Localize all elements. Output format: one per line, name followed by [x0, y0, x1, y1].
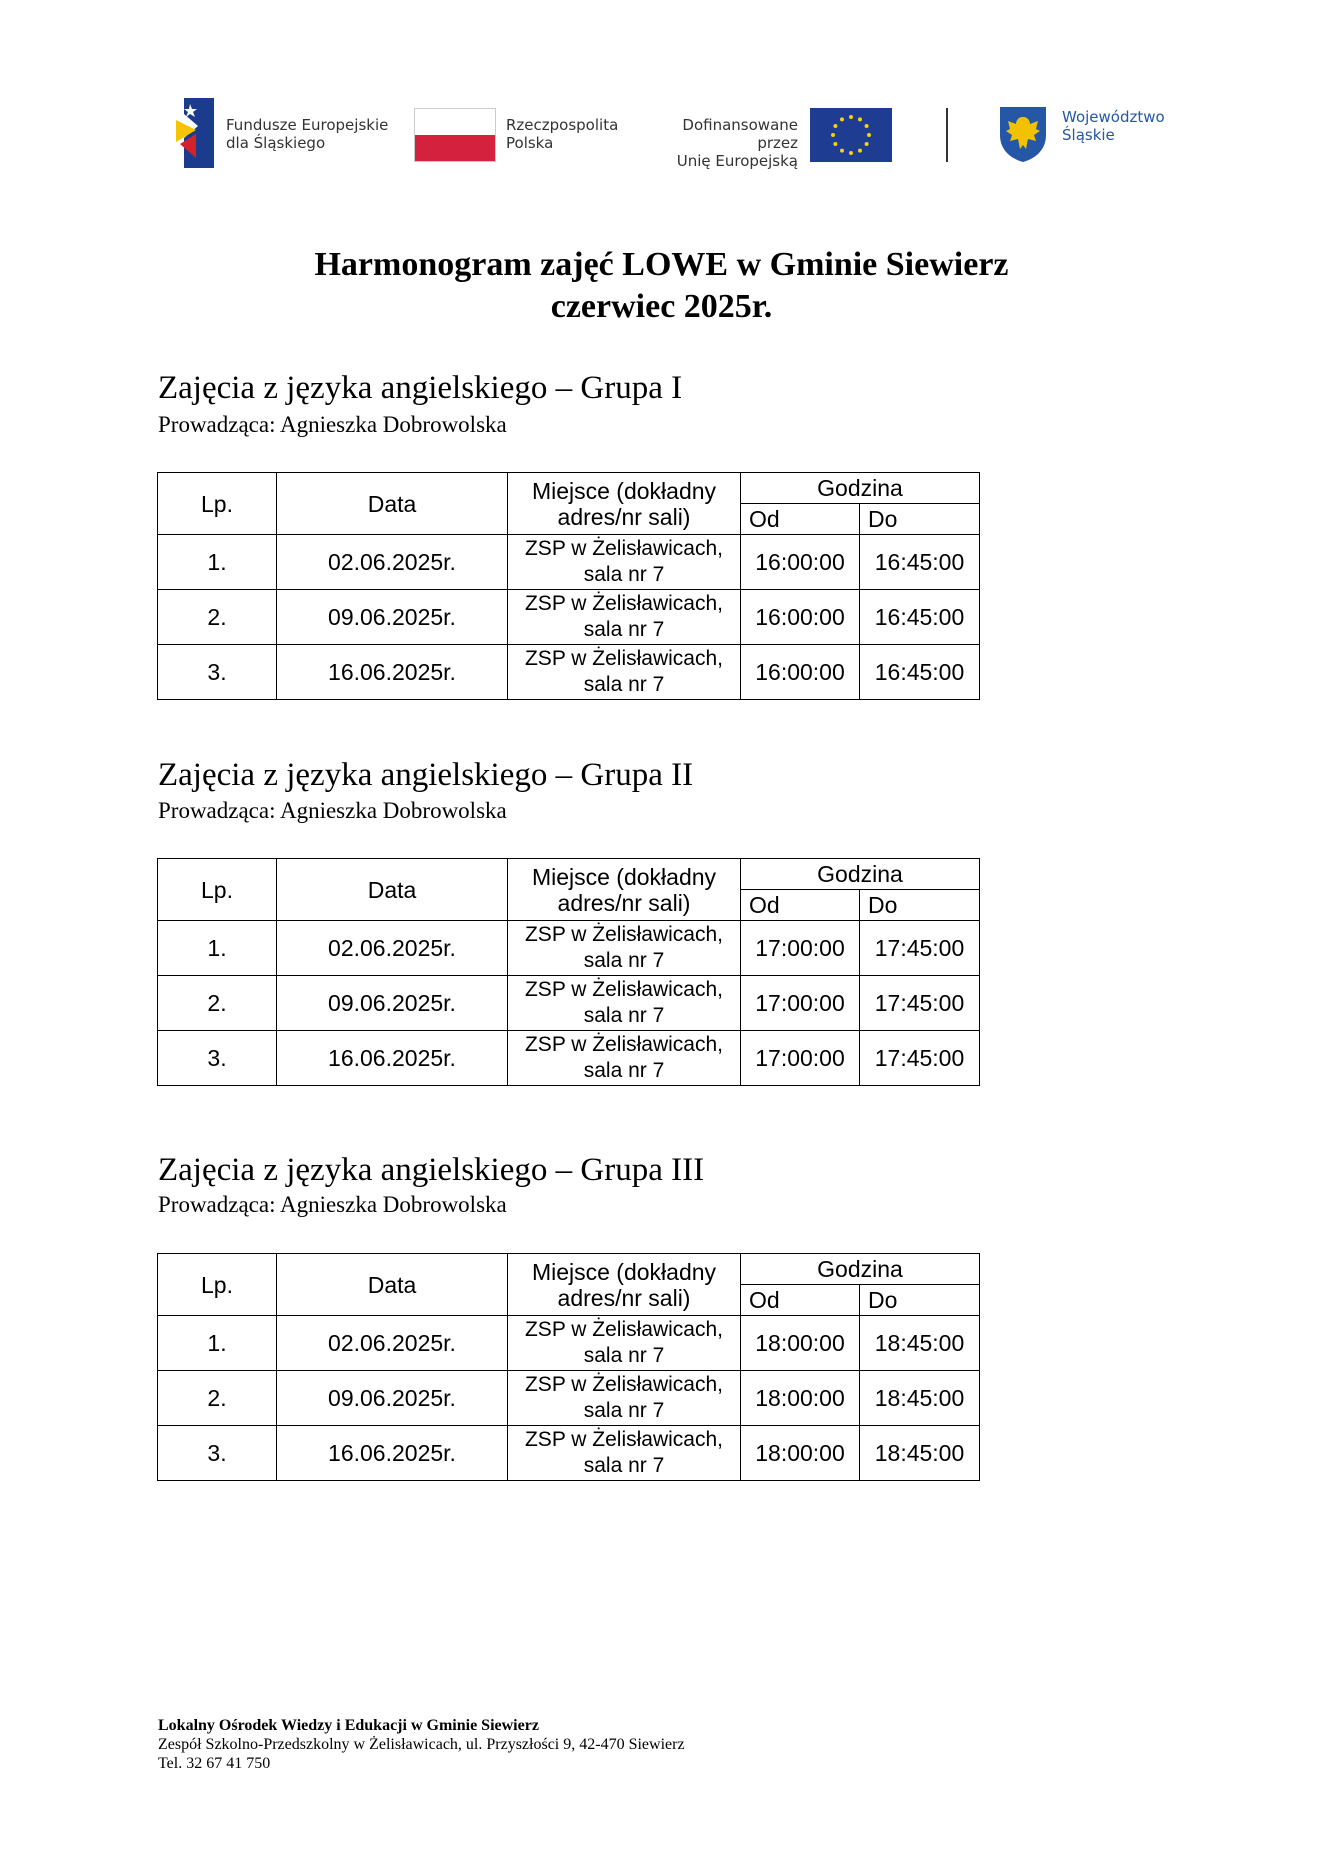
- cell-date: 09.06.2025r.: [277, 976, 508, 1031]
- table-row: [158, 1031, 980, 1086]
- cell-place: ZSP w Żelisławicach, sala nr 7: [508, 535, 741, 590]
- header-lp: Lp.: [158, 473, 277, 535]
- title-line1: Harmonogram zajęć LOWE w Gminie Siewierz: [314, 246, 1009, 283]
- footer-org-name: Lokalny Ośrodek Wiedzy i Edukacji w Gminie Siewierz: [158, 1717, 539, 1734]
- cell-od: 17:00:00: [741, 1031, 860, 1086]
- cell-do: 17:45:00: [860, 921, 980, 976]
- header-do: Do: [860, 890, 980, 921]
- cell-date: 16.06.2025r.: [277, 645, 508, 700]
- cell-lp: 3.: [158, 645, 277, 700]
- footer: [158, 1716, 685, 1773]
- group-3-heading: Zajęcia z języka angielskiego – Grupa III: [158, 1152, 705, 1188]
- rp-logo-line1: Rzeczpospolita: [506, 116, 619, 134]
- ws-logo-line2: Śląskie: [1062, 126, 1115, 144]
- logo-bar: [0, 0, 1323, 200]
- group-2-teacher: Prowadząca: Agnieszka Dobrowolska: [158, 798, 507, 823]
- rp-logo-line2: Polska: [506, 134, 554, 152]
- footer-address: Zespół Szkolno-Przedszkolny w Żelisławicach, ul. Przyszłości 9, 42-470 Siewierz: [158, 1736, 685, 1753]
- group-2-heading: Zajęcia z języka angielskiego – Grupa II: [158, 757, 694, 793]
- group-1-schedule-table: [157, 472, 980, 700]
- cell-date: 16.06.2025r.: [277, 1031, 508, 1086]
- table-row: [158, 1426, 980, 1481]
- cell-od: 17:00:00: [741, 976, 860, 1031]
- fundusze-europejskie-logo: [176, 98, 214, 168]
- cell-place: ZSP w Żelisławicach, sala nr 7: [508, 1426, 741, 1481]
- cell-lp: 2.: [158, 1371, 277, 1426]
- header-miejsce: Miejsce (dokładny adres/nr sali): [508, 859, 741, 921]
- cell-od: 18:00:00: [741, 1426, 860, 1481]
- cell-do: 18:45:00: [860, 1316, 980, 1371]
- cell-do: 16:45:00: [860, 645, 980, 700]
- cell-do: 16:45:00: [860, 590, 980, 645]
- table-row: [158, 1316, 980, 1371]
- group-1-teacher: Prowadząca: Agnieszka Dobrowolska: [158, 412, 507, 437]
- cell-od: 16:00:00: [741, 590, 860, 645]
- table-row: [158, 590, 980, 645]
- fe-logo-line2: dla Śląskiego: [226, 134, 326, 152]
- cell-place: ZSP w Żelisławicach, sala nr 7: [508, 976, 741, 1031]
- header-godzina: Godzina: [741, 473, 980, 504]
- cell-place: ZSP w Żelisławicach, sala nr 7: [508, 1316, 741, 1371]
- header-lp: Lp.: [158, 859, 277, 921]
- header-do: Do: [860, 1285, 980, 1316]
- title-line2: czerwiec 2025r.: [550, 288, 773, 325]
- header-miejsce: Miejsce (dokładny adres/nr sali): [508, 473, 741, 535]
- footer-phone: Tel. 32 67 41 750: [158, 1755, 271, 1772]
- cell-place: ZSP w Żelisławicach, sala nr 7: [508, 1031, 741, 1086]
- cell-od: 18:00:00: [741, 1316, 860, 1371]
- header-lp: Lp.: [158, 1254, 277, 1316]
- group-1-heading: Zajęcia z języka angielskiego – Grupa I: [158, 370, 683, 406]
- cell-lp: 3.: [158, 1031, 277, 1086]
- table-row: [158, 535, 980, 590]
- group-3-teacher: Prowadząca: Agnieszka Dobrowolska: [158, 1192, 507, 1217]
- header-data: Data: [277, 1254, 508, 1316]
- ue-logo-line2: Unię Europejską: [676, 152, 798, 170]
- cell-place: ZSP w Żelisławicach, sala nr 7: [508, 590, 741, 645]
- cell-do: 17:45:00: [860, 976, 980, 1031]
- cell-date: 02.06.2025r.: [277, 1316, 508, 1371]
- table-row: [158, 976, 980, 1031]
- cell-date: 09.06.2025r.: [277, 1371, 508, 1426]
- header-godzina: Godzina: [741, 1254, 980, 1285]
- table-row: [158, 645, 980, 700]
- table-row: [158, 1371, 980, 1426]
- polish-flag-icon: [414, 108, 496, 162]
- cell-date: 09.06.2025r.: [277, 590, 508, 645]
- header-data: Data: [277, 859, 508, 921]
- header-miejsce: Miejsce (dokładny adres/nr sali): [508, 1254, 741, 1316]
- cell-od: 17:00:00: [741, 921, 860, 976]
- cell-date: 16.06.2025r.: [277, 1426, 508, 1481]
- header-od: Od: [741, 890, 860, 921]
- cell-place: ZSP w Żelisławicach, sala nr 7: [508, 1371, 741, 1426]
- header-od: Od: [741, 504, 860, 535]
- cell-od: 16:00:00: [741, 535, 860, 590]
- cell-od: 18:00:00: [741, 1371, 860, 1426]
- cell-lp: 1.: [158, 921, 277, 976]
- header-godzina: Godzina: [741, 859, 980, 890]
- cell-do: 16:45:00: [860, 535, 980, 590]
- cell-place: ZSP w Żelisławicach, sala nr 7: [508, 645, 741, 700]
- ws-logo-line1: Województwo: [1062, 108, 1165, 126]
- logo-separator: [946, 108, 948, 162]
- cell-lp: 1.: [158, 1316, 277, 1371]
- cell-lp: 3.: [158, 1426, 277, 1481]
- cell-place: ZSP w Żelisławicach, sala nr 7: [508, 921, 741, 976]
- cell-od: 16:00:00: [741, 645, 860, 700]
- header-od: Od: [741, 1285, 860, 1316]
- cell-lp: 1.: [158, 535, 277, 590]
- group-2-schedule-table: [157, 858, 980, 1086]
- ue-logo-line1: Dofinansowane przez: [682, 116, 798, 152]
- fe-logo-line1: Fundusze Europejskie: [226, 116, 389, 134]
- cell-do: 17:45:00: [860, 1031, 980, 1086]
- cell-do: 18:45:00: [860, 1371, 980, 1426]
- cell-date: 02.06.2025r.: [277, 921, 508, 976]
- cell-do: 18:45:00: [860, 1426, 980, 1481]
- slaskie-coat-of-arms-icon: [998, 105, 1048, 163]
- header-data: Data: [277, 473, 508, 535]
- page-title: [0, 244, 1323, 328]
- table-row: [158, 921, 980, 976]
- eu-flag-icon: [810, 108, 892, 162]
- cell-lp: 2.: [158, 590, 277, 645]
- cell-lp: 2.: [158, 976, 277, 1031]
- cell-date: 02.06.2025r.: [277, 535, 508, 590]
- group-3-schedule-table: [157, 1253, 980, 1481]
- header-do: Do: [860, 504, 980, 535]
